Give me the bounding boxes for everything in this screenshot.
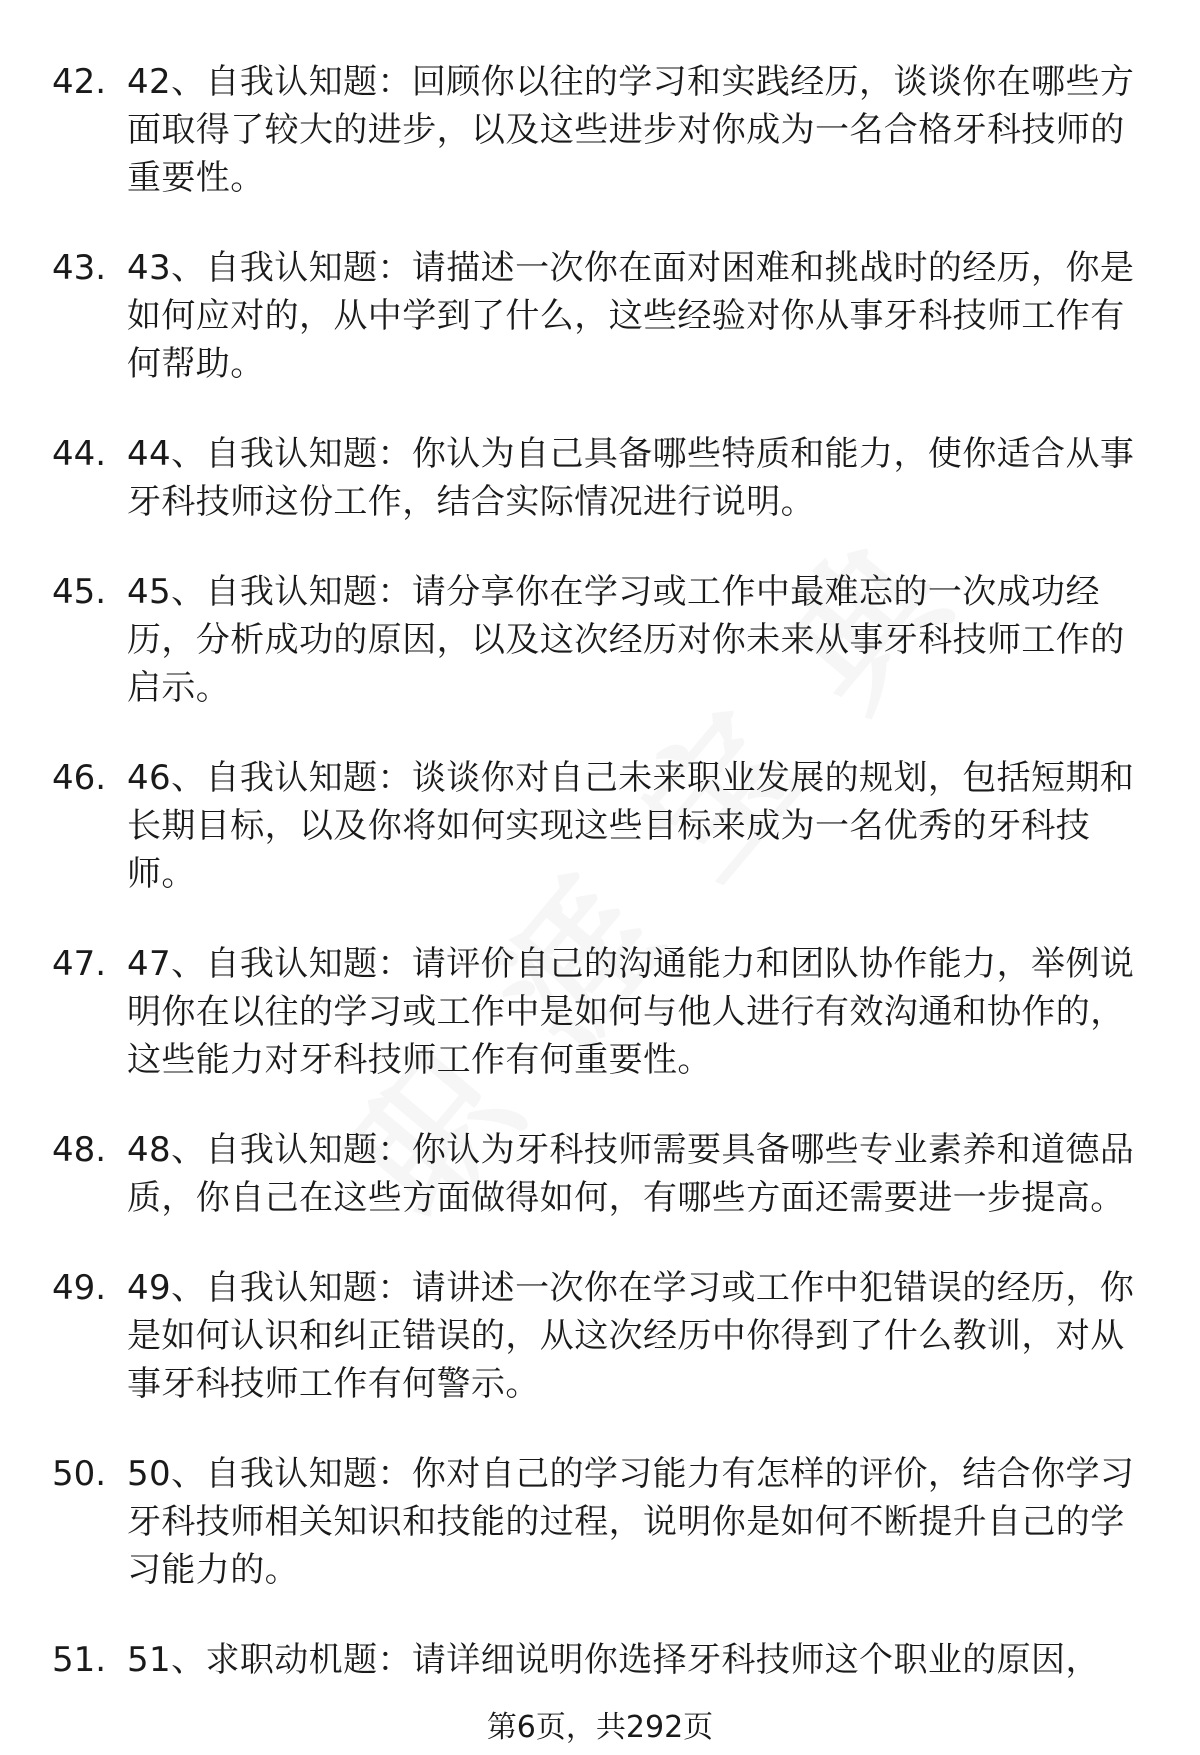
question-text: 43、自我认知题：请描述一次你在面对困难和挑战时的经历，你是如何应对的，从中学到了什么，这些经验对你从事牙科技师工作有何帮助。 xyxy=(127,248,1135,384)
question-text: 51、求职动机题：请详细说明你选择牙科技师这个职业的原因， xyxy=(127,1640,1100,1680)
question-text: 48、自我认知题：你认为牙科技师需要具备哪些专业素养和道德品质，你自己在这些方面做得如何，有哪些方面还需要进一步提高。 xyxy=(127,1130,1135,1218)
page-footer: 第6页，共292页 xyxy=(486,1710,714,1745)
question-number: 46. xyxy=(52,758,107,798)
list-item xyxy=(52,244,1152,388)
list-item xyxy=(52,754,1152,898)
list-item xyxy=(52,1450,1152,1594)
list-item xyxy=(52,430,1152,526)
list-item xyxy=(52,58,1152,202)
list-item xyxy=(52,1264,1152,1408)
question-number: 48. xyxy=(52,1130,107,1170)
question-number: 42. xyxy=(52,62,107,102)
question-number: 51. xyxy=(52,1640,107,1680)
question-number: 43. xyxy=(52,248,107,288)
question-text: 44、自我认知题：你认为自己具备哪些特质和能力，使你适合从事牙科技师这份工作，结合实际情况进行说明。 xyxy=(127,434,1135,522)
list-item xyxy=(52,1636,1152,1684)
list-item xyxy=(52,568,1152,712)
question-text: 50、自我认知题：你对自己的学习能力有怎样的评价，结合你学习牙科技师相关知识和技能的过程，说明你是如何不断提升自己的学习能力的。 xyxy=(127,1454,1135,1590)
question-text: 45、自我认知题：请分享你在学习或工作中最难忘的一次成功经历，分析成功的原因，以及这次经历对你未来从事牙科技师工作的启示。 xyxy=(127,572,1125,708)
question-list xyxy=(52,58,1152,1726)
question-text: 47、自我认知题：请评价自己的沟通能力和团队协作能力，举例说明你在以往的学习或工作中是如何与他人进行有效沟通和协作的，这些能力对牙科技师工作有何重要性。 xyxy=(127,944,1135,1080)
list-item xyxy=(52,1126,1152,1222)
question-number: 50. xyxy=(52,1454,107,1494)
question-text: 46、自我认知题：谈谈你对自己未来职业发展的规划，包括短期和长期目标，以及你将如何实现这些目标来成为一名优秀的牙科技师。 xyxy=(127,758,1135,894)
question-text: 42、自我认知题：回顾你以往的学习和实践经历，谈谈你在哪些方面取得了较大的进步，以及这些进步对你成为一名合格牙科技师的重要性。 xyxy=(127,62,1135,198)
question-number: 49. xyxy=(52,1268,107,1308)
question-number: 44. xyxy=(52,434,107,474)
question-number: 47. xyxy=(52,944,107,984)
question-text: 49、自我认知题：请讲述一次你在学习或工作中犯错误的经历，你是如何认识和纠正错误的，从这次经历中你得到了什么教训，对从事牙科技师工作有何警示。 xyxy=(127,1268,1135,1404)
list-item xyxy=(52,940,1152,1084)
question-number: 45. xyxy=(52,572,107,612)
